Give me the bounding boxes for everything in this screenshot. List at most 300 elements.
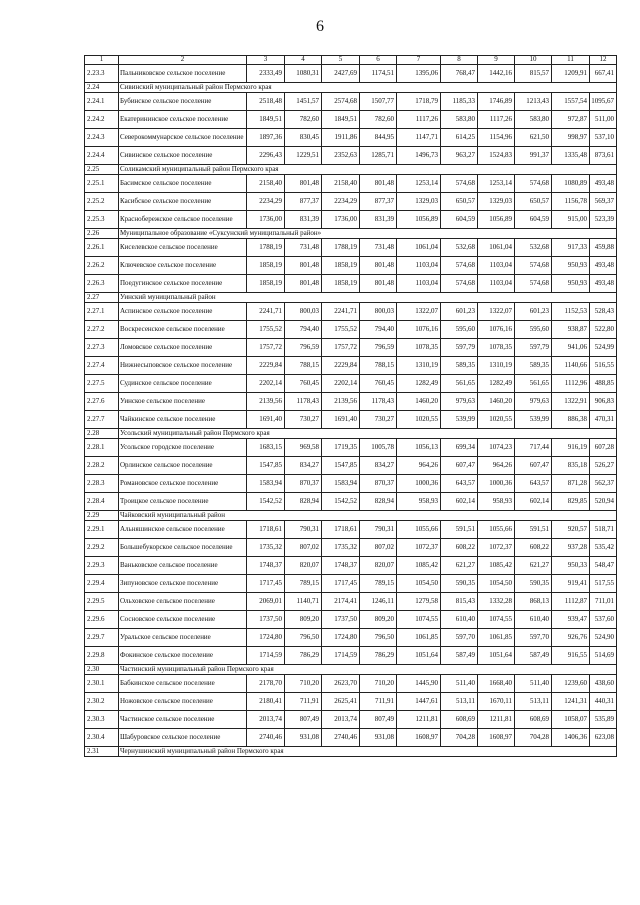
settlement-name: Сивинское сельское поселение	[119, 147, 247, 165]
value-cell: 1858,19	[322, 257, 360, 275]
value-cell: 608,22	[515, 539, 552, 557]
row-code: 2.26.1	[85, 239, 119, 257]
value-cell: 1310,19	[478, 357, 515, 375]
value-cell: 514,69	[590, 647, 617, 665]
row-code: 2.29.3	[85, 557, 119, 575]
section-row	[85, 429, 617, 439]
settlement-name: Романовское сельское поселение	[119, 475, 247, 493]
value-cell: 1103,04	[478, 257, 515, 275]
value-cell: 786,29	[285, 647, 322, 665]
row-code: 2.28.3	[85, 475, 119, 493]
value-cell: 493,48	[590, 275, 617, 293]
section-title: Чернушинский муниципальный район Пермского края	[119, 747, 617, 757]
value-cell: 2013,74	[322, 711, 360, 729]
value-cell: 1683,15	[247, 439, 285, 457]
value-cell: 1542,52	[247, 493, 285, 511]
column-number-cell: 12	[590, 56, 617, 65]
column-number-cell: 6	[360, 56, 397, 65]
value-cell: 1717,45	[322, 575, 360, 593]
value-cell: 807,49	[285, 711, 322, 729]
value-cell: 574,68	[441, 175, 478, 193]
value-cell: 595,60	[441, 321, 478, 339]
value-cell: 809,20	[360, 611, 397, 629]
value-cell: 1737,50	[247, 611, 285, 629]
value-cell: 1117,26	[478, 111, 515, 129]
value-cell: 2296,43	[247, 147, 285, 165]
value-cell: 704,28	[515, 729, 552, 747]
section-title: Муниципальное образование «Суксунский муниципальный район»	[119, 229, 617, 239]
value-cell: 886,38	[552, 411, 590, 429]
section-row	[85, 229, 617, 239]
value-cell: 621,27	[441, 557, 478, 575]
value-cell: 516,55	[590, 357, 617, 375]
value-cell: 1282,49	[397, 375, 441, 393]
value-cell: 591,51	[515, 521, 552, 539]
row-code: 2.25	[85, 165, 119, 175]
value-cell: 2740,46	[247, 729, 285, 747]
value-cell: 2202,14	[322, 375, 360, 393]
row-code: 2.24.4	[85, 147, 119, 165]
settlement-name: Ольховское сельское поселение	[119, 593, 247, 611]
value-cell: 820,07	[360, 557, 397, 575]
column-number-cell: 1	[85, 56, 119, 65]
value-cell: 518,71	[590, 521, 617, 539]
value-cell: 1718,61	[247, 521, 285, 539]
value-cell: 621,50	[515, 129, 552, 147]
value-cell: 590,35	[515, 575, 552, 593]
value-cell: 493,48	[590, 257, 617, 275]
table-row	[85, 539, 617, 557]
value-cell: 1332,28	[478, 593, 515, 611]
row-code: 2.27.6	[85, 393, 119, 411]
value-cell: 597,70	[515, 629, 552, 647]
settlement-name: Аспинское сельское поселение	[119, 303, 247, 321]
value-cell: 569,37	[590, 193, 617, 211]
table-row	[85, 193, 617, 211]
value-cell: 963,27	[441, 147, 478, 165]
table-row	[85, 175, 617, 193]
value-cell: 1072,37	[478, 539, 515, 557]
settlement-name: Басимское сельское поселение	[119, 175, 247, 193]
value-cell: 597,70	[441, 629, 478, 647]
value-cell: 790,31	[285, 521, 322, 539]
value-cell: 643,57	[515, 475, 552, 493]
value-cell: 991,37	[515, 147, 552, 165]
value-cell: 1147,71	[397, 129, 441, 147]
settlement-name: Судинское сельское поселение	[119, 375, 247, 393]
value-cell: 789,15	[285, 575, 322, 593]
value-cell: 2241,71	[322, 303, 360, 321]
table-row	[85, 521, 617, 539]
value-cell: 834,27	[360, 457, 397, 475]
column-number-cell: 2	[119, 56, 247, 65]
value-cell: 794,40	[285, 321, 322, 339]
value-cell: 591,51	[441, 521, 478, 539]
row-code: 2.24	[85, 83, 119, 93]
value-cell: 964,26	[397, 457, 441, 475]
row-code: 2.26.3	[85, 275, 119, 293]
value-cell: 1054,50	[397, 575, 441, 593]
settlement-name: Зипуновское сельское поселение	[119, 575, 247, 593]
settlement-name: Уинское сельское поселение	[119, 393, 247, 411]
value-cell: 950,33	[552, 557, 590, 575]
table-row	[85, 239, 617, 257]
value-cell: 2333,49	[247, 65, 285, 83]
value-cell: 2178,70	[247, 675, 285, 693]
value-cell: 801,48	[285, 175, 322, 193]
row-code: 2.24.2	[85, 111, 119, 129]
value-cell: 950,93	[552, 275, 590, 293]
value-cell: 1061,85	[478, 629, 515, 647]
value-cell: 602,14	[441, 493, 478, 511]
value-cell: 610,40	[441, 611, 478, 629]
table-row	[85, 411, 617, 429]
value-cell: 1229,51	[285, 147, 322, 165]
value-cell: 574,68	[515, 257, 552, 275]
value-cell: 511,00	[590, 111, 617, 129]
value-cell: 574,68	[441, 257, 478, 275]
value-cell: 440,31	[590, 693, 617, 711]
value-cell: 1788,19	[247, 239, 285, 257]
value-cell: 877,37	[285, 193, 322, 211]
value-cell: 926,76	[552, 629, 590, 647]
value-cell: 1246,11	[360, 593, 397, 611]
value-cell: 1858,19	[247, 257, 285, 275]
value-cell: 1714,59	[247, 647, 285, 665]
value-cell: 1757,72	[322, 339, 360, 357]
value-cell: 1078,35	[478, 339, 515, 357]
value-cell: 1072,37	[397, 539, 441, 557]
value-cell: 1719,35	[322, 439, 360, 457]
column-number-cell: 9	[478, 56, 515, 65]
value-cell: 1718,79	[397, 93, 441, 111]
value-cell: 1051,64	[478, 647, 515, 665]
row-code: 2.25.1	[85, 175, 119, 193]
settlement-name: Троицкое сельское поселение	[119, 493, 247, 511]
value-cell: 1451,57	[285, 93, 322, 111]
value-cell: 621,27	[515, 557, 552, 575]
value-cell: 937,28	[552, 539, 590, 557]
row-code: 2.30.3	[85, 711, 119, 729]
section-title: Усольский муниципальный район Пермского края	[119, 429, 617, 439]
value-cell: 938,87	[552, 321, 590, 339]
value-cell: 1213,43	[515, 93, 552, 111]
row-code: 2.29	[85, 511, 119, 521]
value-cell: 782,60	[285, 111, 322, 129]
table-row	[85, 211, 617, 229]
value-cell: 1406,36	[552, 729, 590, 747]
value-cell: 1717,45	[247, 575, 285, 593]
value-cell: 2139,56	[322, 393, 360, 411]
value-cell: 1185,33	[441, 93, 478, 111]
value-cell: 969,58	[285, 439, 322, 457]
settlement-name: Пальниковское сельское поселение	[119, 65, 247, 83]
value-cell: 1691,40	[247, 411, 285, 429]
row-code: 2.27.7	[85, 411, 119, 429]
settlement-name: Альняшинское сельское поселение	[119, 521, 247, 539]
row-code: 2.24.1	[85, 93, 119, 111]
value-cell: 2158,40	[247, 175, 285, 193]
value-cell: 730,27	[285, 411, 322, 429]
column-number-row	[85, 56, 617, 65]
settlement-name: Большебукорское сельское поселение	[119, 539, 247, 557]
settlement-name: Нижнесыповское сельское поселение	[119, 357, 247, 375]
value-cell: 583,80	[515, 111, 552, 129]
value-cell: 1000,36	[397, 475, 441, 493]
settlement-name: Екатерининское сельское поселение	[119, 111, 247, 129]
value-cell: 532,68	[515, 239, 552, 257]
value-cell: 517,55	[590, 575, 617, 593]
value-cell: 608,69	[515, 711, 552, 729]
value-cell: 1055,66	[397, 521, 441, 539]
value-cell: 807,49	[360, 711, 397, 729]
value-cell: 607,28	[590, 439, 617, 457]
row-code: 2.30	[85, 665, 119, 675]
value-cell: 768,47	[441, 65, 478, 83]
value-cell: 1156,78	[552, 193, 590, 211]
value-cell: 1279,58	[397, 593, 441, 611]
value-cell: 597,79	[441, 339, 478, 357]
value-cell: 607,47	[441, 457, 478, 475]
table-row	[85, 693, 617, 711]
value-cell: 1140,66	[552, 357, 590, 375]
value-cell: 1724,80	[247, 629, 285, 647]
column-number-cell: 5	[322, 56, 360, 65]
value-cell: 2202,14	[247, 375, 285, 393]
value-cell: 1735,32	[322, 539, 360, 557]
value-cell: 998,97	[552, 129, 590, 147]
value-cell: 1748,37	[322, 557, 360, 575]
value-cell: 796,59	[360, 339, 397, 357]
value-cell: 801,48	[285, 275, 322, 293]
row-code: 2.24.3	[85, 129, 119, 147]
value-cell: 807,02	[360, 539, 397, 557]
settlement-name: Бубинское сельское поселение	[119, 93, 247, 111]
value-cell: 1447,61	[397, 693, 441, 711]
value-cell: 919,41	[552, 575, 590, 593]
value-cell: 873,61	[590, 147, 617, 165]
value-cell: 950,93	[552, 257, 590, 275]
value-cell: 522,80	[590, 321, 617, 339]
value-cell: 1496,73	[397, 147, 441, 165]
value-cell: 979,63	[441, 393, 478, 411]
row-code: 2.28	[85, 429, 119, 439]
value-cell: 608,69	[441, 711, 478, 729]
table-row	[85, 611, 617, 629]
section-row	[85, 83, 617, 93]
value-cell: 513,11	[441, 693, 478, 711]
settlement-name: Бабкинское сельское поселение	[119, 675, 247, 693]
value-cell: 539,99	[515, 411, 552, 429]
value-cell: 830,45	[285, 129, 322, 147]
value-cell: 511,40	[441, 675, 478, 693]
value-cell: 1460,20	[397, 393, 441, 411]
value-cell: 870,37	[360, 475, 397, 493]
value-cell: 587,49	[515, 647, 552, 665]
value-cell: 789,15	[360, 575, 397, 593]
value-cell: 1211,81	[478, 711, 515, 729]
value-cell: 583,80	[441, 111, 478, 129]
value-cell: 760,45	[360, 375, 397, 393]
value-cell: 807,02	[285, 539, 322, 557]
value-cell: 1746,89	[478, 93, 515, 111]
row-code: 2.26	[85, 229, 119, 239]
value-cell: 815,43	[441, 593, 478, 611]
table-row	[85, 675, 617, 693]
tariff-table	[84, 55, 617, 757]
table-row	[85, 393, 617, 411]
value-cell: 717,44	[515, 439, 552, 457]
row-code: 2.31	[85, 747, 119, 757]
table-row	[85, 375, 617, 393]
table-row	[85, 557, 617, 575]
value-cell: 1080,31	[285, 65, 322, 83]
value-cell: 2241,71	[247, 303, 285, 321]
value-cell: 2229,84	[247, 357, 285, 375]
column-number-cell: 3	[247, 56, 285, 65]
table-row	[85, 629, 617, 647]
table-row	[85, 93, 617, 111]
table-row	[85, 321, 617, 339]
row-code: 2.29.5	[85, 593, 119, 611]
value-cell: 831,39	[285, 211, 322, 229]
value-cell: 815,57	[515, 65, 552, 83]
value-cell: 488,85	[590, 375, 617, 393]
value-cell: 711,91	[360, 693, 397, 711]
value-cell: 1736,00	[322, 211, 360, 229]
value-cell: 1005,78	[360, 439, 397, 457]
value-cell: 1074,55	[397, 611, 441, 629]
value-cell: 931,08	[360, 729, 397, 747]
value-cell: 964,26	[478, 457, 515, 475]
value-cell: 828,94	[285, 493, 322, 511]
value-cell: 1670,11	[478, 693, 515, 711]
value-cell: 1668,40	[478, 675, 515, 693]
value-cell: 920,57	[552, 521, 590, 539]
value-cell: 1714,59	[322, 647, 360, 665]
value-cell: 574,68	[441, 275, 478, 293]
value-cell: 1583,94	[322, 475, 360, 493]
value-cell: 972,87	[552, 111, 590, 129]
value-cell: 1737,50	[322, 611, 360, 629]
table-row	[85, 647, 617, 665]
value-cell: 1174,51	[360, 65, 397, 83]
value-cell: 548,47	[590, 557, 617, 575]
settlement-name: Северокоммунарское сельское поселение	[119, 129, 247, 147]
value-cell: 979,63	[515, 393, 552, 411]
value-cell: 1085,42	[478, 557, 515, 575]
table-row	[85, 129, 617, 147]
value-cell: 1211,81	[397, 711, 441, 729]
value-cell: 590,35	[441, 575, 478, 593]
value-cell: 1241,31	[552, 693, 590, 711]
value-cell: 1076,16	[397, 321, 441, 339]
value-cell: 1322,07	[478, 303, 515, 321]
value-cell: 820,07	[285, 557, 322, 575]
value-cell: 470,31	[590, 411, 617, 429]
table-row	[85, 457, 617, 475]
row-code: 2.26.2	[85, 257, 119, 275]
value-cell: 650,57	[441, 193, 478, 211]
value-cell: 2139,56	[247, 393, 285, 411]
value-cell: 1524,83	[478, 147, 515, 165]
value-cell: 731,48	[360, 239, 397, 257]
value-cell: 1282,49	[478, 375, 515, 393]
value-cell: 1460,20	[478, 393, 515, 411]
value-cell: 1117,26	[397, 111, 441, 129]
value-cell: 539,99	[441, 411, 478, 429]
value-cell: 535,89	[590, 711, 617, 729]
settlement-name: Ножовское сельское поселение	[119, 693, 247, 711]
value-cell: 916,55	[552, 647, 590, 665]
section-title: Соликамский муниципальный район Пермского края	[119, 165, 617, 175]
table-row	[85, 303, 617, 321]
table-row	[85, 357, 617, 375]
value-cell: 711,01	[590, 593, 617, 611]
section-title: Сивинский муниципальный район Пермского края	[119, 83, 617, 93]
section-row	[85, 165, 617, 175]
value-cell: 1103,04	[397, 275, 441, 293]
value-cell: 941,06	[552, 339, 590, 357]
value-cell: 1911,86	[322, 129, 360, 147]
value-cell: 1209,91	[552, 65, 590, 83]
value-cell: 561,65	[441, 375, 478, 393]
value-cell: 1757,72	[247, 339, 285, 357]
value-cell: 610,40	[515, 611, 552, 629]
value-cell: 1055,66	[478, 521, 515, 539]
value-cell: 1858,19	[247, 275, 285, 293]
value-cell: 1054,50	[478, 575, 515, 593]
row-code: 2.29.7	[85, 629, 119, 647]
table-row	[85, 475, 617, 493]
section-row	[85, 293, 617, 303]
value-cell: 868,13	[515, 593, 552, 611]
value-cell: 1310,19	[397, 357, 441, 375]
value-cell: 711,91	[285, 693, 322, 711]
settlement-name: Киселевское сельское поселение	[119, 239, 247, 257]
value-cell: 587,49	[441, 647, 478, 665]
value-cell: 1058,07	[552, 711, 590, 729]
value-cell: 1112,96	[552, 375, 590, 393]
value-cell: 796,59	[285, 339, 322, 357]
value-cell: 1691,40	[322, 411, 360, 429]
value-cell: 601,23	[515, 303, 552, 321]
table-row	[85, 65, 617, 83]
row-code: 2.29.2	[85, 539, 119, 557]
value-cell: 1020,55	[397, 411, 441, 429]
row-code: 2.30.2	[85, 693, 119, 711]
value-cell: 786,29	[360, 647, 397, 665]
settlement-name: Чайкинское сельское поселение	[119, 411, 247, 429]
value-cell: 800,03	[360, 303, 397, 321]
value-cell: 574,68	[515, 175, 552, 193]
value-cell: 2518,48	[247, 93, 285, 111]
table-row	[85, 111, 617, 129]
value-cell: 608,22	[441, 539, 478, 557]
table-row	[85, 593, 617, 611]
row-code: 2.27.4	[85, 357, 119, 375]
value-cell: 835,18	[552, 457, 590, 475]
row-code: 2.29.4	[85, 575, 119, 593]
value-cell: 2352,63	[322, 147, 360, 165]
value-cell: 788,15	[360, 357, 397, 375]
page-number: 6	[316, 18, 324, 35]
value-cell: 493,48	[590, 175, 617, 193]
row-code: 2.30.4	[85, 729, 119, 747]
value-cell: 1080,89	[552, 175, 590, 193]
value-cell: 1140,71	[285, 593, 322, 611]
value-cell: 1542,52	[322, 493, 360, 511]
